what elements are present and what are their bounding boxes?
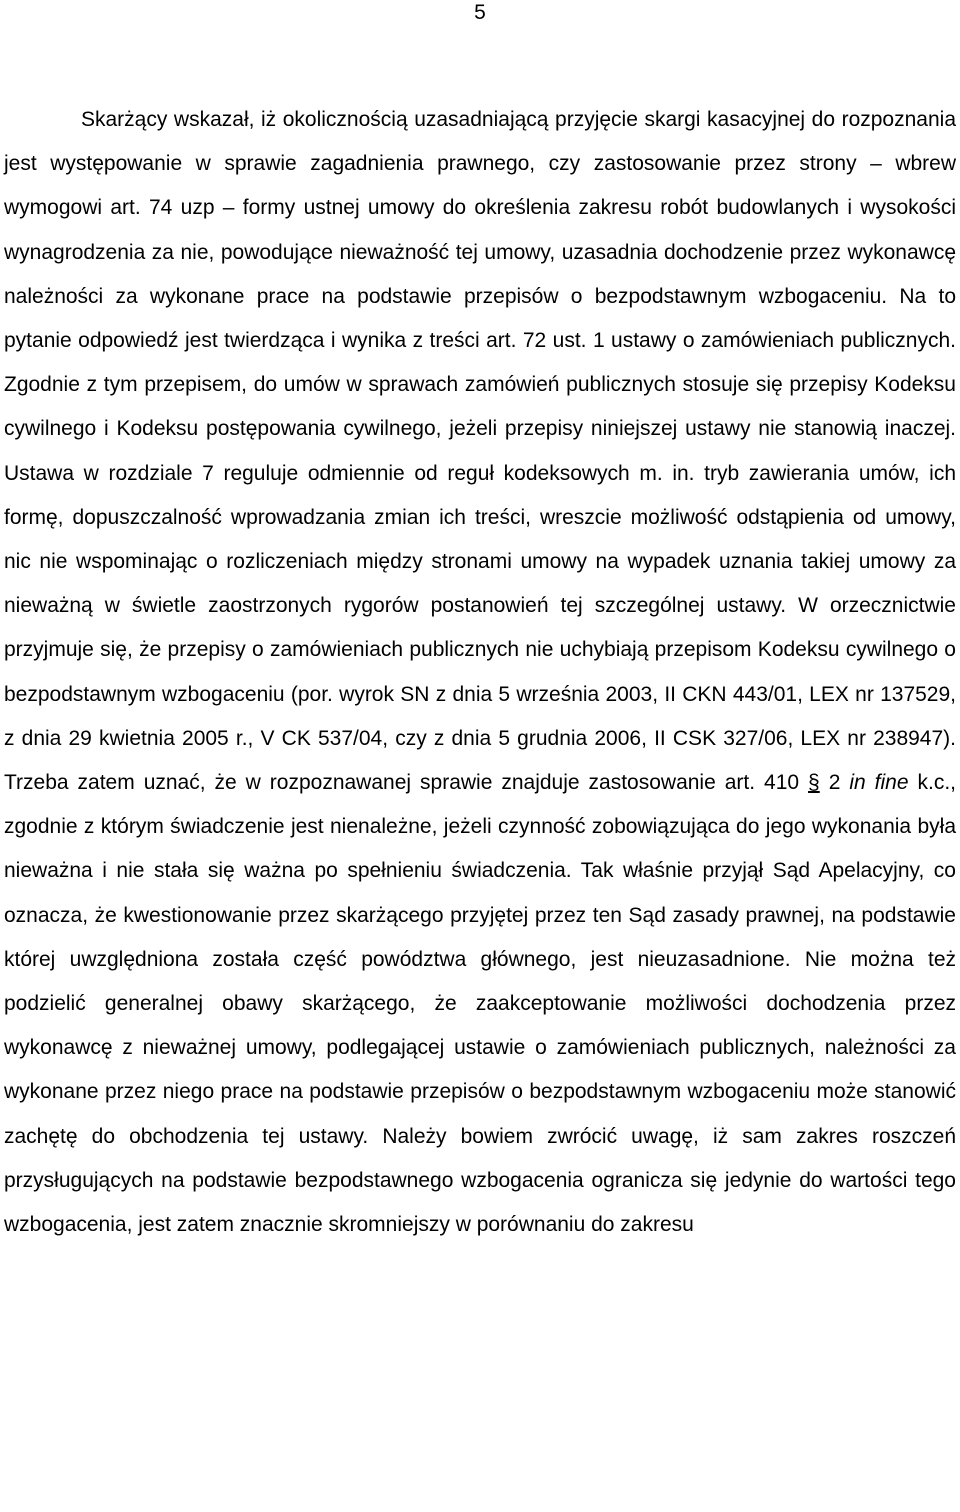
- body-paragraph: [4, 98, 956, 1247]
- section-sign: §: [808, 771, 820, 795]
- page-number: 5: [474, 1, 486, 24]
- paragraph-text-part3: k.c., zgodnie z którym świadczenie jest nienależne, jeżeli czynność zobowiązująca do jego wykonania była nieważna i nie stała się ważna po spełnieniu świadczenia. Tak właśnie przyjął Sąd Apelacyjny, co oznacza, że kwestionowanie przez skarżącego przyjętej przez ten Sąd zasady prawnej, na podstawie której uwzględniona została część powództwa głównego, jest nieuzasadnione. Nie można też podzielić generalnej obawy skarżącego, że zaakceptowanie możliwości dochodzenia przez wykonawcę z nieważnej umowy, podlegającej ustawie o zamówieniach publicznych, należności za wykonane przez niego prace na podstawie przepisów o bezpodstawnym wzbogaceniu może stanowić zachętę do obchodzenia tej ustawy. Należy bowiem zwrócić uwagę, iż sam zakres roszczeń przysługujących na podstawie bezpodstawnego wzbogacenia ogranicza się jedynie do wartości tego wzbogacenia, jest zatem znacznie skromniejszy w porównaniu do zakresu: [4, 771, 956, 1237]
- paragraph-text-part1: Skarżący wskazał, iż okolicznością uzasadniającą przyjęcie skargi kasacyjnej do rozpoznania jest występowanie w sprawie zagadnienia prawnego, czy zastosowanie przez strony – wbrew wymogowi art. 74 uzp – formy ustnej umowy do określenia zakresu robót budowlanych i wysokości wynagrodzenia za nie, powodujące nieważność tej umowy, uzasadnia dochodzenie przez wykonawcę należności za wykonane prace na podstawie przepisów o bezpodstawnym wzbogaceniu. Na to pytanie odpowiedź jest twierdząca i wynika z treści art. 72 ust. 1 ustawy o zamówieniach publicznych. Zgodnie z tym przepisem, do umów w sprawach zamówień publicznych stosuje się przepisy Kodeksu cywilnego i Kodeksu postępowania cywilnego, jeżeli przepisy niniejszej ustawy nie stanowią inaczej. Ustawa w rozdziale 7 reguluje odmiennie od reguł kodeksowych m. in. tryb zawierania umów, ich formę, dopuszczalność wprowadzania zmian ich treści, wreszcie możliwość odstąpienia od umowy, nic nie wspominając o rozliczeniach między stronami umowy na wypadek uznania takiej umowy za nieważną w świetle zaostrzonych rygorów postanowień tej szczególnej ustawy. W orzecznictwie przyjmuje się, że przepisy o zamówieniach publicznych nie uchybiają przepisom Kodeksu cywilnego o bezpodstawnym wzbogaceniu (por. wyrok SN z dnia 5 września 2003, II CKN 443/01, LEX nr 137529, z dnia 29 kwietnia 2005 r., V CK 537/04, czy z dnia 5 grudnia 2006, II CSK 327/06, LEX nr 238947). Trzeba zatem uznać, że w rozpoznawanej sprawie znajduje zastosowanie art. 410: [4, 108, 956, 795]
- italic-phrase: in fine: [849, 771, 909, 795]
- paragraph-text-part2: 2: [819, 771, 850, 795]
